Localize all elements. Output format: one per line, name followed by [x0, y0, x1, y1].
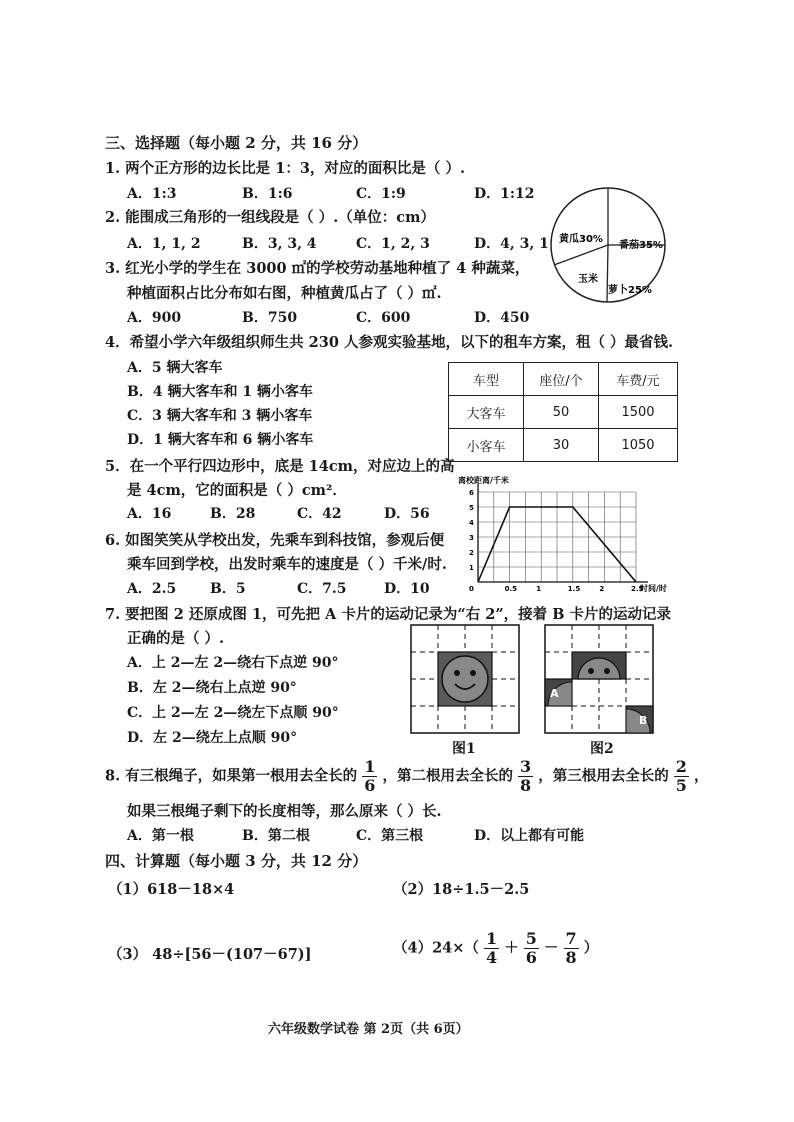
fare-table: [448, 362, 678, 462]
pie-label-corn: 玉米: [578, 274, 598, 285]
q5-option-c: C．42: [297, 506, 342, 522]
y-tick-label: 6: [469, 489, 474, 497]
chart-grid: [478, 492, 636, 582]
fare-table-row: [449, 396, 678, 429]
calc-4-op2: －: [543, 939, 559, 957]
chart-y-axis-label: 离校距离/千米: [458, 476, 509, 485]
q8-text-part2: ，第二根用去全长的: [382, 767, 513, 785]
q4-option-d: D．1 辆大客车和 6 辆小客车: [127, 432, 314, 448]
question-1: 1. 两个正方形的边长比是 1：3，对应的面积比是（ ）.: [105, 160, 466, 177]
q5-option-a: A．16: [127, 506, 172, 522]
q7-option-a: A．上 2—左 2—绕右下点逆 90°: [127, 655, 339, 671]
q8-option-c: C．第三根: [356, 828, 424, 844]
q6-option-a: A．2.5: [127, 581, 177, 597]
fraction-numerator: 5: [525, 929, 537, 948]
fare-header-type: 车型: [449, 363, 524, 396]
y-tick-label: 2: [469, 549, 474, 557]
calc-problem-2: （2）18÷1.5－2.5: [393, 881, 530, 898]
question-3-line2: 种植面积占比分布如右图，种植黄瓜占了（ ）㎡.: [127, 285, 442, 302]
q6-option-c: C．7.5: [297, 581, 347, 597]
pie-label-radish: 萝卜25%: [608, 285, 652, 296]
fraction-denominator: 5: [675, 776, 687, 795]
fraction-one-quarter: [484, 930, 499, 967]
q3-option-a: A．900: [127, 310, 182, 326]
question-5-line2: 是 4cm，它的面积是（ ）cm²．: [127, 482, 347, 499]
question-8-line2: 如果三根绳子剩下的长度相等，那么原来（ ）长.: [127, 803, 442, 820]
figure-1-grid: [410, 624, 522, 736]
question-2: 2. 能围成三角形的一组线段是（ ）.（单位：cm）: [105, 209, 435, 226]
q2-option-a: A．1, 1, 2: [127, 236, 201, 252]
x-tick-label: 0.5: [504, 585, 518, 593]
fraction-five-sixths: [524, 930, 539, 967]
question-4: 4．希望小学六年级组织师生共 230 人参观实验基地，以下的租车方案，租（ ）最省钱.: [105, 334, 674, 351]
q7-option-b: B．左 2—绕右上点逆 90°: [127, 680, 297, 696]
x-tick-label: 1.5: [567, 585, 581, 593]
question-7-line2: 正确的是（ ）.: [127, 630, 225, 647]
question-7-line1: 7. 要把图 2 还原成图 1，可先把 A 卡片的运动记录为“右 2”，接着 B 卡片的运动记录: [105, 606, 672, 623]
q8-option-a: A．第一根: [127, 828, 194, 844]
question-6-line2: 乘车回到学校，出发时乘车的速度是（ ）千米/时.: [127, 556, 447, 573]
q8-option-d: D．以上都有可能: [474, 828, 585, 844]
fare-table-header-row: [449, 363, 678, 396]
q1-option-c: C．1:9: [356, 186, 406, 202]
q8-text-part3: ，第三根用去全长的: [538, 767, 669, 785]
q2-option-b: B．3, 3, 4: [242, 236, 317, 252]
smiley-face-icon: [442, 656, 488, 702]
calc-problem-4: [393, 930, 598, 967]
vegetable-pie-chart: [548, 185, 668, 305]
fraction-numerator: 2: [675, 757, 687, 776]
x-tick-label: 2.5: [631, 585, 644, 593]
fraction-denominator: 8: [565, 948, 577, 967]
fraction-numerator: 1: [485, 929, 498, 948]
q6-option-b: B．5: [210, 581, 246, 597]
section3-header: 三、选择题（每小题 2 分，共 16 分）: [105, 134, 368, 152]
fraction-numerator: 1: [364, 757, 376, 776]
section4-header: 四、计算题（每小题 3 分，共 12 分）: [105, 852, 368, 870]
figure-1-caption: 图1: [452, 741, 476, 757]
fraction-denominator: 6: [364, 776, 376, 795]
fraction-numerator: 7: [565, 929, 577, 948]
pie-label-cucumber: 黄瓜30%: [559, 234, 603, 245]
y-tick-label: 1: [469, 564, 474, 572]
fraction-denominator: 4: [485, 948, 498, 967]
pie-label-tomato: 番茄35%: [619, 240, 663, 251]
q5-option-d: D．56: [384, 506, 430, 522]
q7-option-c: C．上 2—左 2—绕左下点顺 90°: [127, 705, 339, 721]
question-3-line1: 3. 红光小学的学生在 3000 ㎡的学校劳动基地种植了 4 种蔬菜，: [105, 260, 530, 277]
x-tick-label: 2: [599, 585, 605, 593]
distance-time-chart: [456, 472, 680, 600]
calc-4-suffix: ）: [583, 939, 599, 957]
q3-option-b: B．750: [242, 310, 298, 326]
figure-2-caption: 图2: [590, 741, 614, 757]
fare-cell: 小客车: [449, 429, 524, 462]
fare-header-cost: 车费/元: [599, 363, 678, 396]
fare-cell: 1500: [599, 396, 678, 429]
fare-header-seats: 座位/个: [524, 363, 599, 396]
q7-option-d: D．左 2—绕左上点顺 90°: [127, 730, 298, 746]
calc-4-prefix: （4）24×（: [393, 939, 479, 957]
fraction-one-sixth: [362, 758, 377, 795]
pie-divider-left: [554, 245, 608, 265]
q1-option-d: D．1:12: [474, 186, 535, 202]
card-a-label: A: [550, 687, 559, 700]
fare-table-row: [449, 429, 678, 462]
fare-cell: 1050: [599, 429, 678, 462]
q3-option-c: C．600: [356, 310, 411, 326]
page-footer: 六年级数学试卷 第 2页（共 6页）: [268, 1022, 469, 1037]
fraction-three-eighths: [518, 758, 533, 795]
q6-option-d: D．10: [384, 581, 430, 597]
x-tick-label: 1: [536, 585, 542, 593]
q2-option-d: D．4, 3, 1: [474, 236, 549, 252]
fraction-seven-eighths: [564, 930, 579, 967]
origin-label: 0: [469, 585, 474, 593]
y-tick-label: 3: [469, 534, 474, 542]
y-tick-label: 5: [469, 504, 474, 512]
q8-text-part4: ，: [693, 767, 709, 785]
calc-4-op1: ＋: [504, 939, 519, 957]
q4-option-a: A．5 辆大客车: [127, 360, 223, 376]
q4-option-c: C．3 辆大客车和 3 辆小客车: [127, 408, 313, 424]
card-b-label: B: [639, 714, 648, 727]
q1-option-a: A．1:3: [127, 186, 177, 202]
fare-cell: 大客车: [449, 396, 524, 429]
fraction-denominator: 6: [525, 948, 537, 967]
fraction-denominator: 8: [520, 776, 532, 795]
fare-cell: 30: [524, 429, 599, 462]
q8-option-b: B．第二根: [242, 828, 310, 844]
figure-2-grid: [544, 624, 656, 736]
calc-problem-3: （3） 48÷[56－(107－67)]: [108, 946, 312, 963]
question-8-line1: [105, 758, 708, 795]
q1-option-b: B．1:6: [242, 186, 293, 202]
q2-option-c: C．1, 2, 3: [356, 236, 430, 252]
question-5-line1: 5．在一个平行四边形中，底是 14cm，对应边上的高: [105, 458, 455, 475]
fare-cell: 50: [524, 396, 599, 429]
q3-option-d: D．450: [474, 310, 530, 326]
fraction-two-fifths: [674, 758, 689, 795]
q5-option-b: B．28: [210, 506, 256, 522]
fraction-numerator: 3: [520, 757, 532, 776]
q4-option-b: B．4 辆大客车和 1 辆小客车: [127, 384, 313, 400]
q8-text-part1: 8. 有三根绳子，如果第一根用去全长的: [105, 767, 358, 785]
calc-problem-1: （1）618－18×4: [108, 881, 235, 898]
question-6-line1: 6. 如图笑笑从学校出发，先乘车到科技馆，参观后便: [105, 532, 445, 549]
chart-x-axis-label: 时间/时: [640, 584, 667, 593]
y-tick-label: 4: [469, 519, 474, 527]
